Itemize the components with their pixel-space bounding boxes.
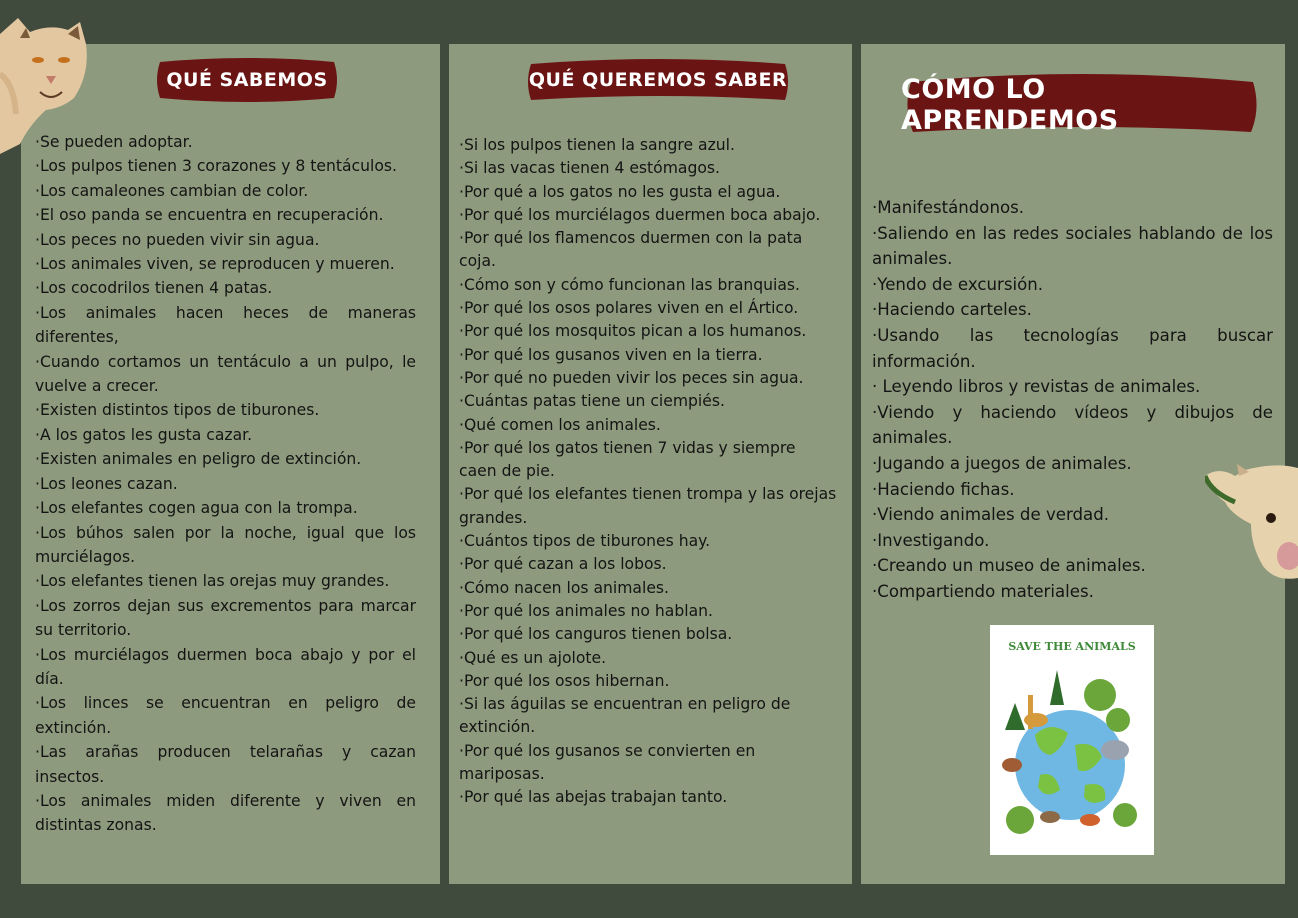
list-item: ·Los murciélagos duermen boca abajo y por el día. <box>35 645 416 688</box>
list-item: ·Usando las tecnologías para buscar información. <box>872 325 1273 371</box>
list-item: ·Por qué cazan a los lobos. <box>459 555 667 574</box>
list-item: ·El oso panda se encuentra en recuperación. <box>35 206 384 225</box>
list-item: ·Qué es un ajolote. <box>459 648 607 667</box>
list-item: ·Viendo y haciendo vídeos y dibujos de animales. <box>872 402 1273 448</box>
earth-with-animals-illustration <box>990 625 1154 855</box>
column-que-queremos-saber <box>449 44 852 884</box>
list-item: ·Por qué los gatos tienen 7 vidas y siempre caen de pie. <box>459 438 796 481</box>
list-item: ·Por qué a los gatos no les gusta el agua. <box>459 182 781 201</box>
list-item: ·Existen distintos tipos de tiburones. <box>35 401 320 420</box>
save-the-animals-poster <box>990 625 1154 855</box>
list-item: ·Investigando. <box>872 530 990 550</box>
list-item: ·Manifestándonos. <box>872 198 1025 217</box>
list-item: ·Los peces no pueden vivir sin agua. <box>35 230 320 249</box>
list-item: ·Por qué los mosquitos pican a los humanos. <box>459 322 807 341</box>
list-item: ·A los gatos les gusta cazar. <box>35 425 253 444</box>
list-item: ·Por qué los animales no hablan. <box>459 601 713 620</box>
list-item: ·Los cocodrilos tienen 4 patas. <box>35 279 273 298</box>
list-item: ·Los linces se encuentran en peligro de extinción. <box>35 694 416 737</box>
list-item: ·Los elefantes cogen agua con la trompa. <box>35 499 358 518</box>
list-item: ·Los camaleones cambian de color. <box>35 181 309 200</box>
list-item: ·Los animales viven, se reproducen y mueren. <box>35 255 395 274</box>
title-banner <box>152 56 342 104</box>
cougar-icon <box>0 14 92 154</box>
list-item: ·Por qué los elefantes tienen trompa y las orejas grandes. <box>459 485 837 527</box>
list-item: ·Los elefantes tienen las orejas muy grandes. <box>35 572 390 591</box>
list-item: ·Haciendo fichas. <box>872 479 1015 499</box>
list-item: ·Cuando cortamos un tentáculo a un pulpo, le vuelve a crecer. <box>35 352 416 396</box>
list-item: ·Yendo de excursión. <box>872 274 1044 294</box>
list-item: ·Por qué las abejas trabajan tanto. <box>459 788 728 807</box>
list-item: ·Los animales hacen heces de maneras diferentes, <box>35 303 416 347</box>
list-item: ·Por qué los gusanos viven en la tierra. <box>459 345 763 364</box>
questions-list <box>459 134 837 810</box>
known-facts-list <box>35 130 416 838</box>
list-item: ·Cómo son y cómo funcionan las branquias. <box>459 275 801 294</box>
list-item: ·Compartiendo materiales. <box>872 581 1094 601</box>
list-item: ·Viendo animales de verdad. <box>872 505 1110 525</box>
column-title: CÓMO LO APRENDEMOS <box>901 74 1119 136</box>
list-item: ·Qué comen los animales. <box>459 415 661 434</box>
list-item: ·Por qué no pueden vivir los peces sin agua. <box>459 368 804 387</box>
column-title: QUÉ QUEREMOS SABER <box>528 69 788 91</box>
list-item: ·Cuántas patas tiene un ciempiés. <box>459 392 725 411</box>
list-item: ·Haciendo carteles. <box>872 300 1032 320</box>
list-item: ·Si las vacas tienen 4 estómagos. <box>459 159 720 178</box>
list-item: ·Por qué los osos hibernan. <box>459 671 670 690</box>
list-item: ·Por qué los osos polares viven en el Ártico. <box>459 299 799 318</box>
list-item: ·Cómo nacen los animales. <box>459 578 669 597</box>
list-item: ·Los animales miden diferente y viven en distintas zonas. <box>35 791 416 835</box>
poster-title: SAVE THE ANIMALS <box>1008 640 1136 653</box>
title-banner <box>901 70 1263 140</box>
list-item: ·Las arañas producen telarañas y cazan insectos. <box>35 743 416 786</box>
list-item: ·Creando un museo de animales. <box>872 556 1146 576</box>
list-item: ·Jugando a juegos de animales. <box>872 453 1132 473</box>
list-item: ·Si los pulpos tienen la sangre azul. <box>459 136 735 154</box>
list-item: ·Los zorros dejan sus excrementos para marcar su territorio. <box>35 596 416 640</box>
list-item: ·Por qué los murciélagos duermen boca abajo. <box>459 205 821 224</box>
list-item: ·Existen animales en peligro de extinción. <box>35 450 362 469</box>
cow-icon <box>1205 462 1298 582</box>
list-item: ·Si las águilas se encuentran en peligro de extinción. <box>459 695 791 737</box>
column-que-sabemos <box>21 44 440 884</box>
list-item: ·Por qué los flamencos duermen con la pata coja. <box>459 229 803 271</box>
list-item: ·Los leones cazan. <box>35 474 178 493</box>
title-banner <box>523 56 793 104</box>
list-item: ·Los búhos salen por la noche, igual que los murciélagos. <box>35 523 416 566</box>
list-item: ·Por qué los gusanos se convierten en mariposas. <box>459 741 756 784</box>
list-item: ·Cuántos tipos de tiburones hay. <box>459 532 711 551</box>
list-item: ·Los pulpos tienen 3 corazones y 8 tentáculos. <box>35 157 397 176</box>
list-item: ·Saliendo en las redes sociales hablando de los animales. <box>872 223 1273 269</box>
list-item: ·Por qué los canguros tienen bolsa. <box>459 625 733 644</box>
column-title: QUÉ SABEMOS <box>166 69 328 91</box>
list-item: ·Se pueden adoptar. <box>35 133 193 151</box>
list-item: · Leyendo libros y revistas de animales. <box>872 377 1201 397</box>
